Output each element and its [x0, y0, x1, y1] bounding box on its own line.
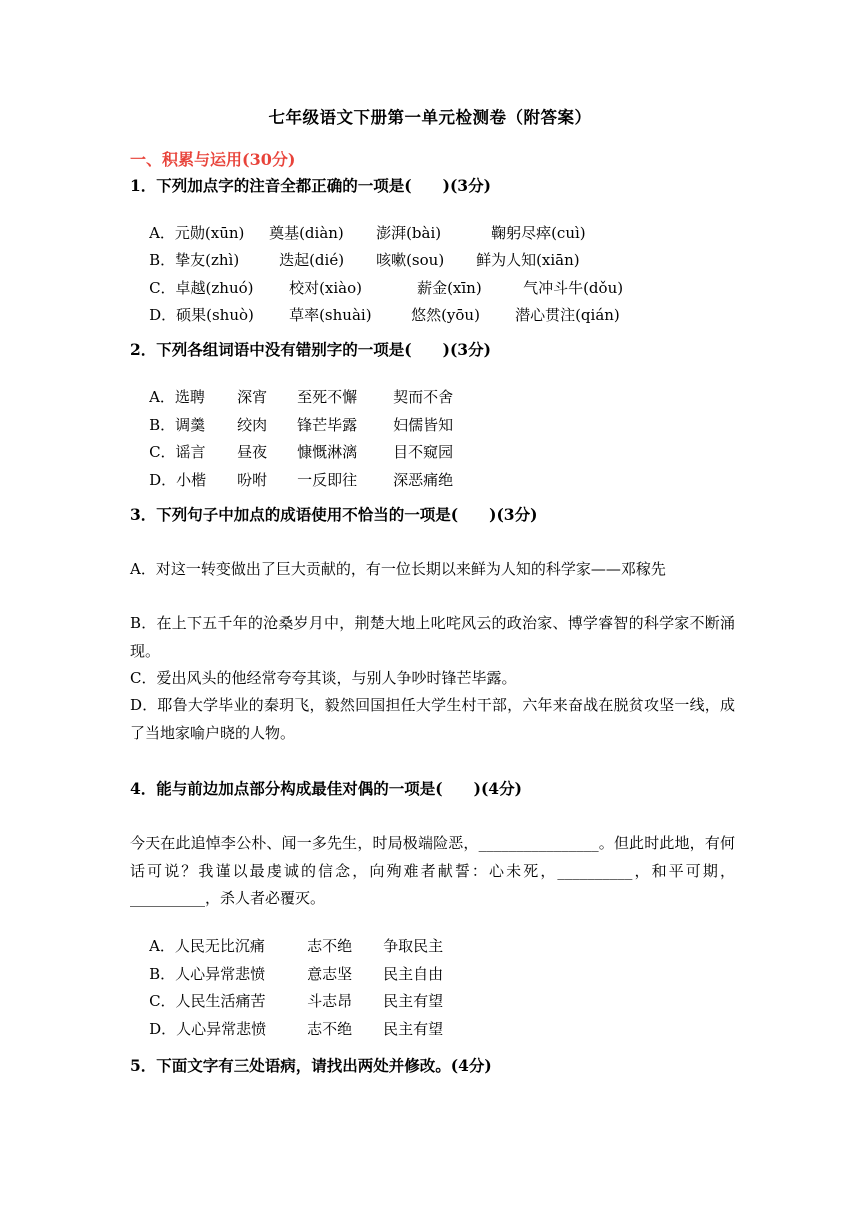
- option-cell: 绞肉: [237, 416, 268, 434]
- question-4-option-d: [130, 999, 443, 1059]
- option-cell: 澎湃(bài): [376, 224, 442, 242]
- question-3-option-c: C．爱出风头的他经常夸夸其谈，与别人争吵时锋芒毕露。: [130, 669, 517, 687]
- option-cell: 鲜为人知(xiān): [476, 251, 580, 269]
- option-cell: 鞠躬尽瘁(cuì): [491, 224, 586, 242]
- question-3-option-b: B．在上下五千年的沧桑岁月中，荆楚大地上叱咤风云的政治家、博学睿智的科学家不断涌现。: [130, 614, 735, 660]
- question-2-option-d: [130, 450, 453, 510]
- document-title: 七年级语文下册第一单元检测卷（附答案）: [268, 108, 592, 127]
- option-cell: B．人心异常悲愤: [149, 965, 266, 983]
- option-cell: C．人民生活痛苦: [149, 992, 266, 1010]
- option-cell: 志不绝: [307, 937, 353, 955]
- option-cell: D．小楷: [149, 471, 207, 489]
- option-cell: 锋芒毕露: [297, 416, 358, 434]
- question-3-option-d: D．耶鲁大学毕业的秦玥飞，毅然回国担任大学生村干部，六年来奋战在脱贫攻坚一线，成了当地家喻户晓的人物。: [130, 696, 735, 742]
- option-cell: C．卓越(zhuó): [149, 279, 254, 297]
- option-cell: D．人心异常悲愤: [149, 1020, 267, 1038]
- option-cell: 咳嗽(sou): [376, 251, 445, 269]
- option-cell: 校对(xiào): [289, 279, 363, 297]
- option-cell: A．人民无比沉痛: [149, 937, 265, 955]
- option-cell: 草率(shuài): [289, 306, 372, 324]
- question-3-stem: 3．下列句子中加点的成语使用不恰当的一项是( )(3分): [130, 505, 538, 524]
- option-cell: 契而不舍: [393, 388, 454, 406]
- option-cell: 悠然(yōu): [411, 306, 480, 324]
- option-cell: 奠基(diàn): [269, 224, 344, 242]
- option-cell: 民主有望: [383, 1020, 444, 1038]
- option-cell: 斗志昂: [307, 992, 353, 1010]
- section-heading: 一、积累与运用(30分): [130, 150, 296, 169]
- option-cell: A．元勋(xūn): [149, 224, 245, 242]
- question-5-stem: 5．下面文字有三处语病，请找出两处并修改。(4分): [130, 1056, 492, 1075]
- option-cell: 一反即往: [297, 471, 358, 489]
- option-cell: 争取民主: [383, 937, 444, 955]
- question-4-stem: 4．能与前边加点部分构成最佳对偶的一项是( )(4分): [130, 779, 522, 798]
- option-cell: 深宵: [237, 388, 268, 406]
- option-cell: 意志坚: [307, 965, 353, 983]
- question-1-stem: 1．下列加点字的注音全都正确的一项是( )(3分): [130, 176, 491, 195]
- option-cell: D．硕果(shuò): [149, 306, 254, 324]
- option-cell: A．选聘: [149, 388, 205, 406]
- option-cell: 吩咐: [237, 471, 268, 489]
- question-1-option-d: [130, 285, 620, 345]
- option-cell: 妇儒皆知: [393, 416, 454, 434]
- option-cell: 迭起(dié): [279, 251, 345, 269]
- option-cell: C．谣言: [149, 443, 206, 461]
- option-cell: 目不窥园: [393, 443, 454, 461]
- option-cell: 薪金(xīn): [417, 279, 482, 297]
- option-cell: 民主有望: [383, 992, 444, 1010]
- option-cell: 深恶痛绝: [393, 471, 454, 489]
- option-cell: 志不绝: [307, 1020, 353, 1038]
- question-4-passage: 今天在此追悼李公朴、闻一多先生，时局极端险恶，________________。但此时此地，有何话可说？我谨以最虔诚的信念，向殉难者献誓：心未死，__________，和平可期，__________，杀人者必覆灭。: [130, 834, 735, 907]
- option-cell: 慷慨淋漓: [297, 443, 358, 461]
- option-cell: 潜心贯注(qián): [515, 306, 620, 324]
- option-cell: 气冲斗牛(dǒu): [523, 279, 624, 297]
- question-2-stem: 2．下列各组词语中没有错别字的一项是( )(3分): [130, 340, 491, 359]
- option-cell: 至死不懈: [297, 388, 358, 406]
- question-3-option-a: A．对这一转变做出了巨大贡献的，有一位长期以来鲜为人知的科学家——邓稼先: [130, 560, 666, 578]
- option-cell: B．调羹: [149, 416, 206, 434]
- option-cell: 民主自由: [383, 965, 444, 983]
- option-cell: 昼夜: [237, 443, 268, 461]
- option-cell: B．挚友(zhì): [149, 251, 240, 269]
